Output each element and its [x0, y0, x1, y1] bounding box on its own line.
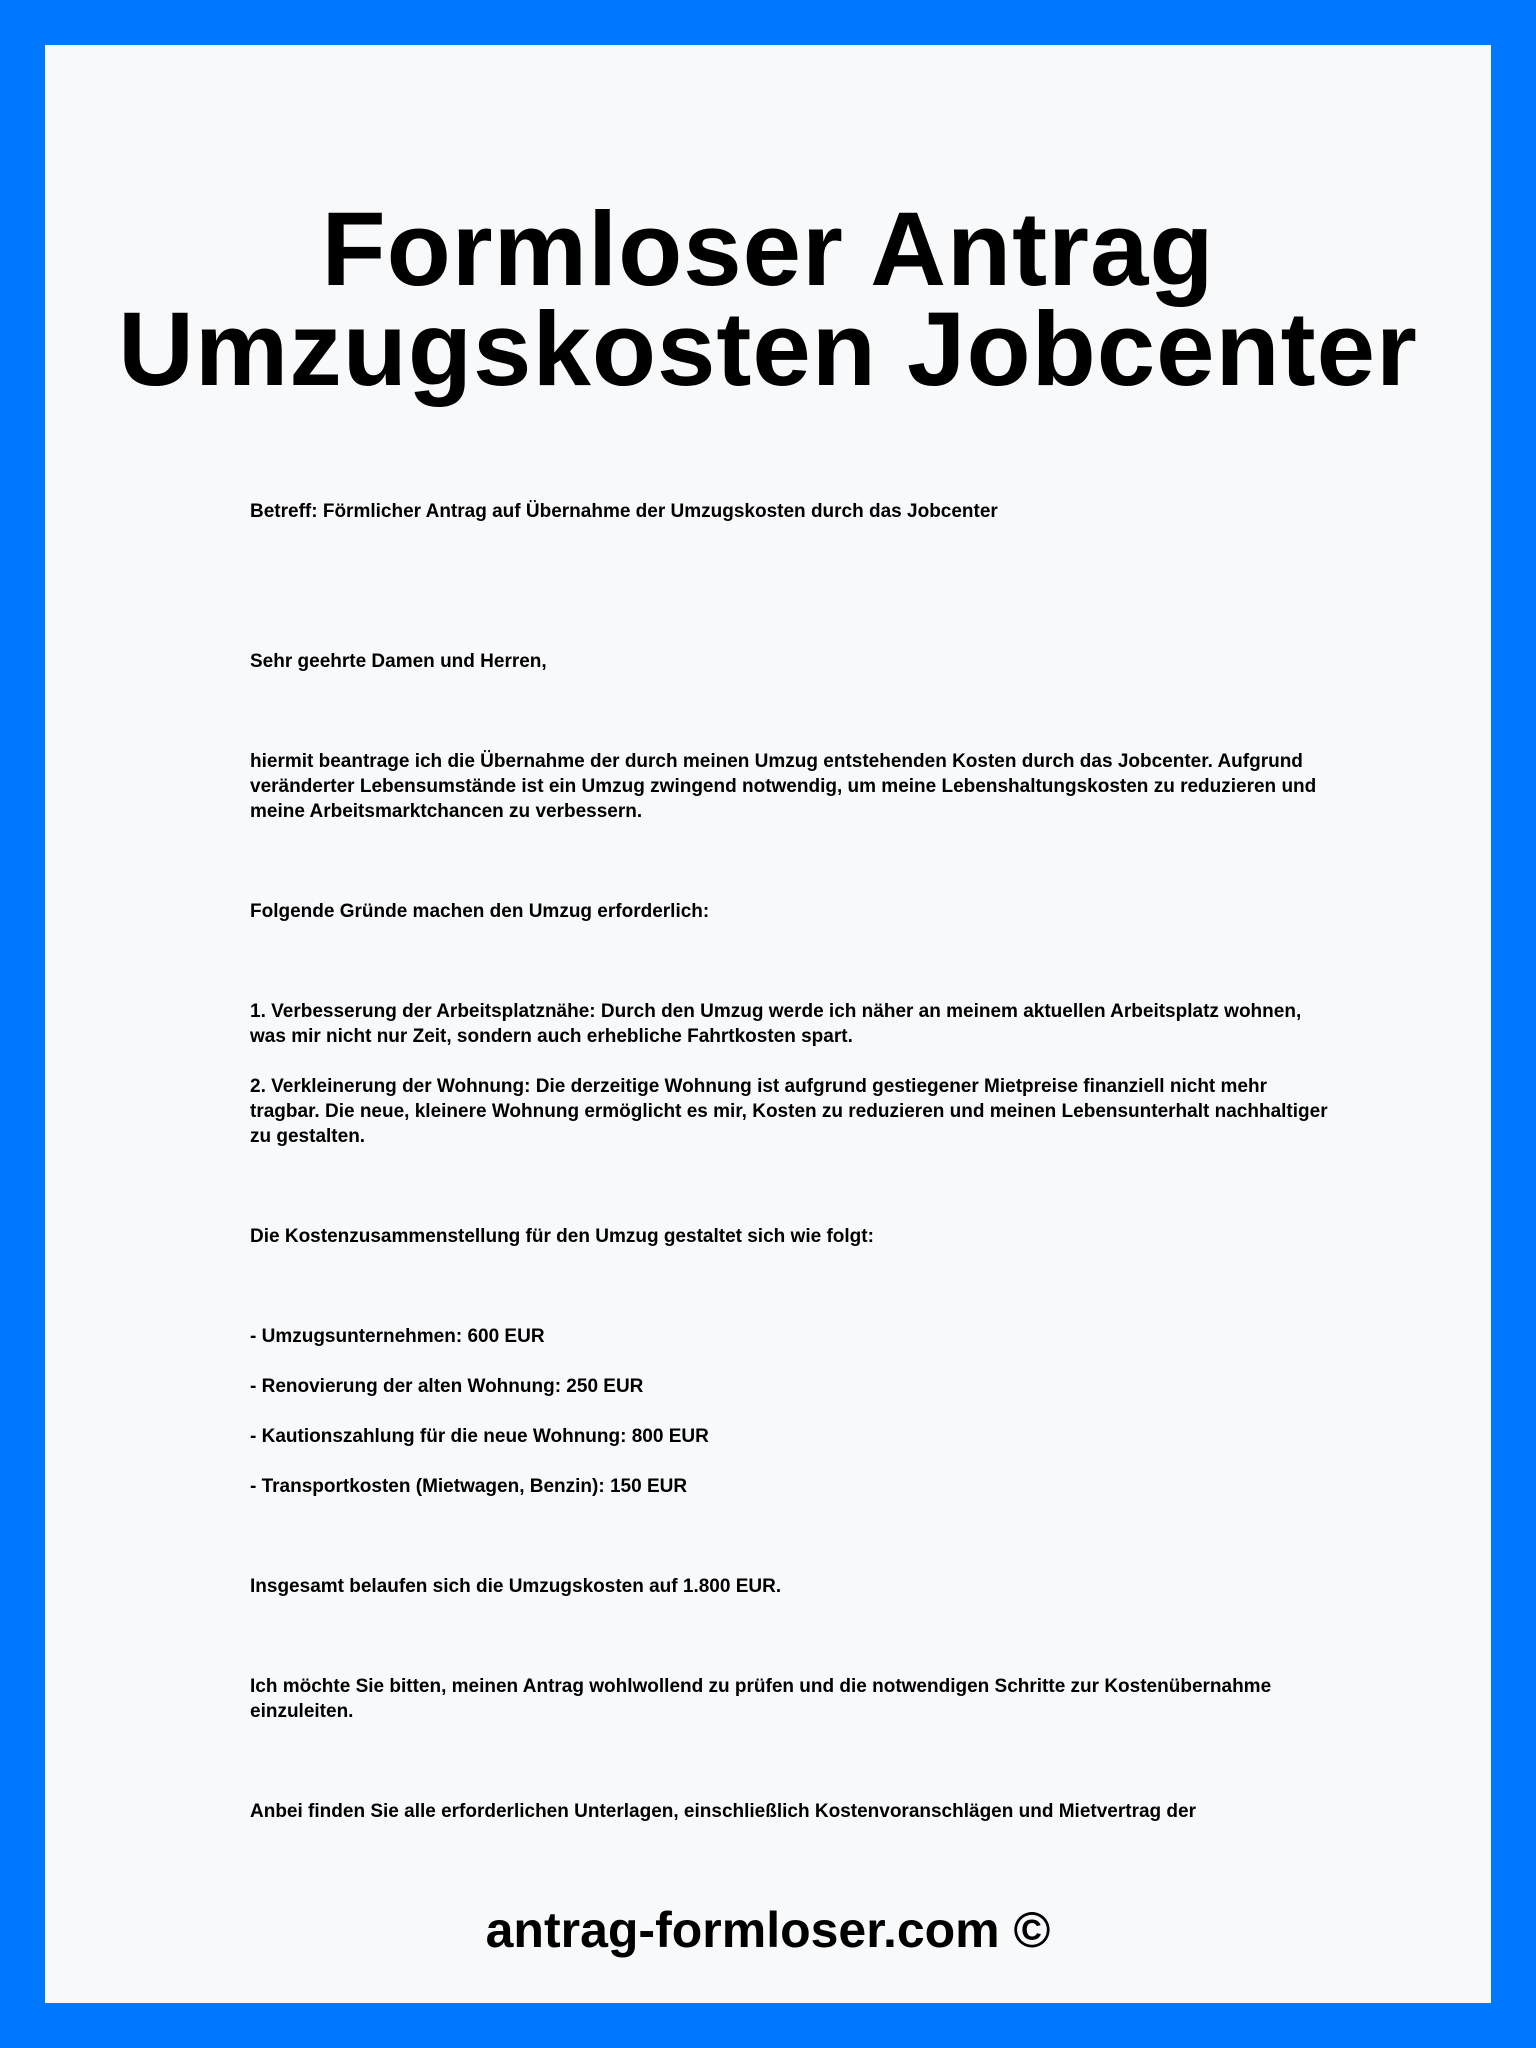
document-page [45, 45, 1491, 2003]
letter-subject: Betreff: Förmlicher Antrag auf Übernahme der Umzugskosten durch das Jobcenter [250, 501, 998, 522]
letter-intro: hiermit beantrage ich die Übernahme der durch meinen Umzug entstehenden Kosten durch das Jobcenter. Aufgrund veränderter Lebensumstände ist ein Umzug zwingend notwendig, um meine Lebenshaltungskosten zu reduzieren und meine Arbeitsmarktchancen zu verbessern. [250, 751, 1317, 822]
reason-item-1: 1. Verbesserung der Arbeitsplatznähe: Durch den Umzug werde ich näher an meinem aktuellen Arbeitsplatz wohnen, was mir nicht nur Zeit, sondern auch erhebliche Fahrtkosten spart. [250, 1001, 1302, 1047]
reasons-heading: Folgende Gründe machen den Umzug erforderlich: [250, 901, 710, 922]
page-title [45, 191, 1491, 408]
page-title-line-1: Formloser Antrag [321, 191, 1215, 308]
page-title-line-2: Umzugskosten Jobcenter [118, 291, 1418, 408]
letter-salutation: Sehr geehrte Damen und Herren, [250, 651, 547, 672]
footer-website-copyright: antrag-formloser.com © [485, 1902, 1051, 1958]
reason-item-2: 2. Verkleinerung der Wohnung: Die derzeitige Wohnung ist aufgrund gestiegener Mietpreise finanziell nicht mehr tragbar. Die neue, kleinere Wohnung ermöglicht es mir, Kosten zu reduzieren und meinen Lebensunterhalt nachhaltiger zu gestalten. [250, 1076, 1328, 1147]
letter-request: Ich möchte Sie bitten, meinen Antrag wohlwollend zu prüfen und die notwendigen Schritte zur Kostenübernahme einzuleiten. [250, 1676, 1272, 1722]
costs-heading: Die Kostenzusammenstellung für den Umzug gestaltet sich wie folgt: [250, 1226, 874, 1247]
cost-item-4: - Transportkosten (Mietwagen, Benzin): 150 EUR [250, 1476, 688, 1497]
cost-item-1: - Umzugsunternehmen: 600 EUR [250, 1326, 545, 1347]
cost-total: Insgesamt belaufen sich die Umzugskosten auf 1.800 EUR. [250, 1576, 782, 1597]
cost-item-3: - Kautionszahlung für die neue Wohnung: 800 EUR [250, 1426, 709, 1447]
letter-attachments: Anbei finden Sie alle erforderlichen Unterlagen, einschließlich Kostenvoranschlägen und Mietvertrag der [250, 1801, 1197, 1822]
cost-item-2: - Renovierung der alten Wohnung: 250 EUR [250, 1376, 644, 1397]
